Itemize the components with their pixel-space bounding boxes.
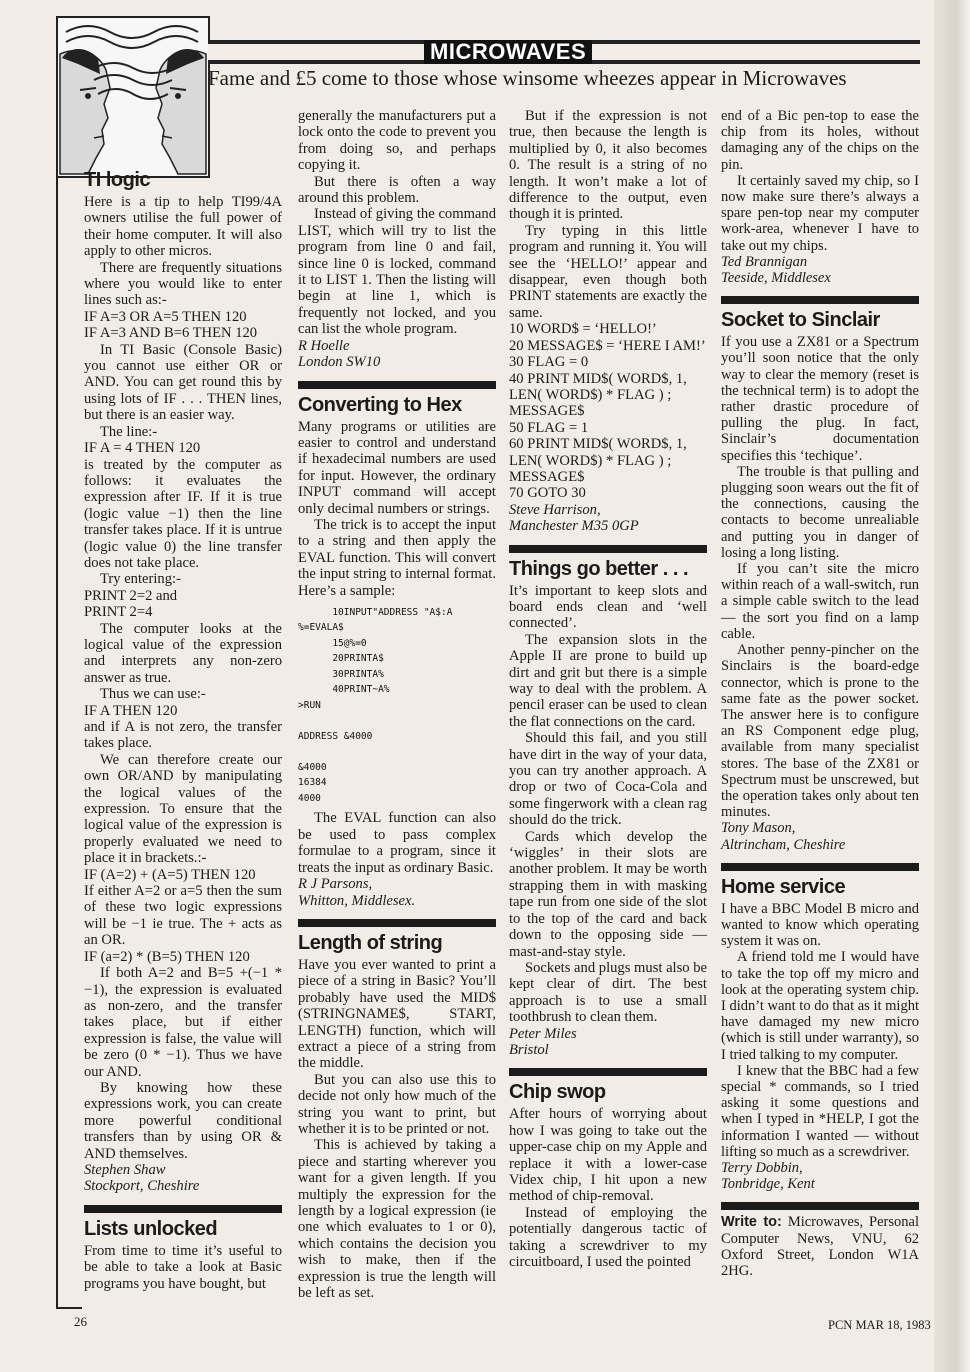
author-signature: Stephen Shaw (84, 1161, 166, 1178)
article-title: Chip swop (509, 1081, 606, 1104)
body-paragraph: It’s important to keep slots and board ends clean and ‘well connected’. (509, 582, 707, 632)
page-number: 26 (74, 1314, 87, 1329)
code-line: 20 MESSAGE$ = ‘HERE I AM!’ (509, 337, 706, 354)
body-paragraph: A friend told me I would have to take the top off my micro and look at the operating system chip. I didn’t want to do that as it might have damaged my new micro (which is still under warranty), so I tried talking to my computer. (721, 949, 919, 1063)
body-paragraph: is treated by the computer as follows: it evaluates the expression after IF. If it is true (logic value −1) then the line transfer takes place. If it is untrue (logic value 0) the line transfer does not take place. (84, 456, 282, 571)
author-signature: Stockport, Cheshire (84, 1178, 200, 1195)
body-paragraph: If you can’t site the micro within reach of a wall-switch, run a simple cable switch to the lead — the sort you find on a lamp cable. (721, 561, 919, 642)
article-divider (298, 919, 496, 927)
program-listing: 10INPUT"ADDRESS "A$:A %=EVALA$ 15@%=0 20PRINTA$ 30PRINTA% 40PRINT~A% >RUN ADDRESS &4000 &4000 16384 4000 (298, 606, 453, 804)
body-paragraph: We can therefore create our own OR/AND by manipulating the logical values of the expression. To ensure that the logical value of the expression is properly evaluated we need to place it in brackets.:- (84, 751, 282, 867)
code-line: 30 FLAG = 0 (509, 354, 589, 371)
body-paragraph: Should this fail, and you still have dirt in the way of your data, you can try another approach. A drop or two of Coca-Cola and some fingerwork with a clean rag should do the trick. (509, 730, 707, 829)
author-signature: Steve Harrison, (509, 501, 601, 518)
body-paragraph: Many programs or utilities are easier to control and understand if hexadecimal numbers are used for input. However, the ordinary INPUT command will accept only decimal numbers or strings. (298, 418, 496, 517)
body-paragraph: This is achieved by taking a piece and starting wherever you want for a given length. If you multiply the expression for the length by a logical expression (ie one which evaluates to 1 or 0), which contains the decision you wish to make, then if the expression is true the length will be left as set. (298, 1137, 496, 1302)
body-paragraph: Sockets and plugs must also be kept clear of dirt. The best approach is to use a small toothbrush to clean them. (509, 959, 708, 1026)
body-paragraph: I have a BBC Model B micro and wanted to know which operating system it was on. (721, 900, 919, 950)
author-signature: Ted Brannigan (721, 253, 808, 270)
article-title: Things go better . . . (509, 557, 688, 580)
body-paragraph: Thus we can use:- (100, 686, 206, 703)
author-signature: Tonbridge, Kent (721, 1176, 815, 1193)
article-divider (509, 545, 707, 553)
body-paragraph: But you can also use this to decide not only how much of the string you want to print, but whether it is to be printed or not. (298, 1071, 496, 1137)
body-paragraph: If you use a ZX81 or a Spectrum you’ll soon notice that the only way to clear the memory (reset is the technical term) is to adopt the rather drastic procedure of pulling the plug. In fact, Sinclair’s documentation specifies this ‘techique’. (721, 334, 919, 464)
body-paragraph: The expansion slots in the Apple II are prone to build up dirt and grit but there is a simple way to deal with the problem. A pencil eraser can be used to clean the flat connections on the card. (509, 631, 707, 730)
body-paragraph: There are frequently situations where you would like to enter lines such as:- (84, 259, 282, 309)
write-to-text: Microwaves, Personal Computer News, VNU, 62 Oxford Street, London W1A 2HG. (721, 1214, 919, 1279)
code-line: IF A = 4 THEN 120 (84, 440, 201, 457)
body-paragraph: It certainly saved my chip, so I now make sure there’s always a spare pen-top near my computer work-area, whenever I have to take out my chips. (721, 172, 919, 254)
frame-rule (56, 174, 58, 1309)
code-line: 70 GOTO 30 (509, 485, 586, 502)
body-paragraph: generally the manufacturers put a lock onto the code to prevent you from doing so, and perhaps copying it. (298, 108, 496, 174)
author-signature: Whitton, Middlesex. (298, 892, 416, 909)
author-signature: Peter Miles (509, 1025, 577, 1042)
article-divider (721, 1202, 919, 1210)
body-paragraph: The EVAL function can also be used to pass complex formulae to a program, since it treats the input as ordinary Basic. (298, 810, 496, 876)
author-signature: R Hoelle (298, 337, 350, 354)
code-line: 60 PRINT MID$( WORD$, 1, LEN( WORD$) * FLAG ) ; MESSAGE$ (509, 436, 687, 485)
code-line: IF A=3 AND B=6 THEN 120 (84, 325, 258, 342)
write-to-label: Write to: (721, 1214, 782, 1231)
author-signature: Altrincham, Cheshire (721, 836, 846, 853)
body-paragraph: The computer looks at the logical value of the expression and interprets any non-zero answer as true. (84, 620, 282, 686)
author-signature: Bristol (509, 1041, 549, 1058)
body-paragraph: Here is a tip to help TI99/4A owners utilise the full power of their home computer. It will also apply to other micros. (84, 194, 282, 260)
article-title: Home service (721, 875, 846, 898)
author-signature: Teeside, Middlesex (721, 270, 831, 287)
column-3 (509, 108, 707, 1270)
body-paragraph: If either A=2 or a=5 then the sum of these two logic expressions will be −1 ie true. The + acts as an OR. (84, 883, 282, 949)
article-title: Lists unlocked (84, 1217, 218, 1240)
column-1 (84, 168, 282, 1292)
article-title: Length of string (298, 931, 443, 954)
code-line: PRINT 2=4 (84, 604, 153, 621)
column-2 (298, 108, 496, 1301)
article-title: Socket to Sinclair (721, 309, 880, 332)
code-line: IF A=3 OR A=5 THEN 120 (84, 308, 247, 325)
page-edge-shadow (934, 0, 970, 1372)
body-paragraph: From time to time it’s useful to be able to take a look at Basic programs you have bought, but (84, 1242, 282, 1292)
frame-rule (56, 1307, 82, 1309)
issue-date: PCN MAR 18, 1983 (828, 1318, 931, 1332)
body-paragraph: and if A is not zero, the transfer takes place. (84, 719, 282, 752)
code-line: 10 WORD$ = ‘HELLO!’ (509, 321, 657, 338)
author-signature: London SW10 (298, 354, 381, 371)
section-subtitle: Fame and £5 come to those whose winsome wheezes appear in Microwaves (208, 66, 847, 90)
author-signature: Manchester M35 0GP (509, 518, 639, 535)
body-paragraph: Try entering:- (100, 571, 181, 588)
body-paragraph: Instead of employing the potentially dangerous tactic of taking a screwdriver to my circuitboard, I used the pointed (509, 1204, 707, 1270)
body-paragraph: I knew that the BBC had a few special * commands, so I tried asking it some questions and when I typed in *HELP, I got the information I wanted — without lifting so much as a screwdriver. (721, 1062, 919, 1160)
body-paragraph: In TI Basic (Console Basic) you cannot use either OR or AND. You can get round this by using lots of IF . . . THEN lines, but there is an easier way. (84, 341, 282, 424)
body-paragraph: If both A=2 and B=5 +(−1 * −1), the expression is evaluated as non-zero, and the transfer takes place, but if either expression is false, the value will be zero (0 * −1). Thus we have our AND. (84, 965, 282, 1080)
code-line: IF (A=2) + (A=5) THEN 120 (84, 866, 256, 883)
body-paragraph: After hours of worrying about how I was going to take out the upper-case chip on my Apple and replace it with a lower-case Videx chip, I hit upon a new method of chip-removal. (509, 1106, 707, 1205)
body-paragraph: Have you ever wanted to print a piece of a string in Basic? You’ll probably have used the MID$ (STRINGNAME$, START, LENGTH) function, which will extract a piece of a string from the middle. (298, 956, 496, 1072)
author-signature: Tony Mason, (721, 820, 796, 837)
article-divider (509, 1068, 707, 1076)
body-paragraph: But if the expression is not true, then because the length is multiplied by 0, it also becomes 0. The result is a string of no length. It won’t make a lot of difference to the output, even though it is printed. (509, 108, 707, 223)
article-divider (84, 1205, 282, 1213)
body-paragraph: end of a Bic pen-top to ease the chip from its holes, without damaging any of the chips on the pin. (721, 108, 919, 173)
body-paragraph: The line:- (100, 423, 158, 440)
write-to-address (721, 1214, 919, 1279)
section-title: MICROWAVES (424, 40, 592, 64)
column-4 (721, 108, 919, 1279)
header-illustration (56, 16, 210, 178)
body-paragraph: Cards which develop the ‘wiggles’ in their slots are another problem. It may be worth strapping them in with masking tape run from one side of the slot to the top of the card and back down to the opposing side — mast-and-stay style. (509, 828, 707, 960)
article-title: TI logic (84, 169, 150, 191)
code-line: IF A THEN 120 (84, 702, 178, 719)
author-signature: R J Parsons, (298, 876, 373, 893)
article-divider (298, 381, 496, 389)
code-line: 50 FLAG = 1 (509, 419, 589, 436)
code-line: IF (a=2) * (B=5) THEN 120 (84, 948, 250, 965)
code-line: 40 PRINT MID$( WORD$, 1, LEN( WORD$) * FLAG ) ; MESSAGE$ (509, 370, 687, 420)
code-line: PRINT 2=2 and (84, 587, 178, 604)
body-paragraph: But there is often a way around this problem. (298, 173, 496, 207)
article-title: Converting to Hex (298, 393, 462, 416)
article-divider (721, 296, 919, 304)
article-divider (721, 863, 919, 871)
body-paragraph: The trick is to accept the input to a string and then apply the EVAL function. This will convert the input string to internal format. Here’s a sample: (298, 516, 496, 599)
body-paragraph: By knowing how these expressions work, you can create more powerful conditional transfers than by using OR & AND themselves. (84, 1079, 282, 1162)
body-paragraph: Another penny-pincher on the Sinclairs is the board-edge connector, which is prone to the same fate as the power socket. The answer here is to configure an RS Component edge plug, available from many specialist stores. The base of the ZX81 or Spectrum must be unscrewed, but the operation takes only about ten minutes. (721, 642, 919, 821)
body-paragraph: Instead of giving the command LIST, which will try to list the program from line 0 and fail, since line 0 is locked, command it to LIST 1. Then the listing will begin at line 1, which is frequently not locked, and you can list the whole program. (298, 206, 496, 338)
body-paragraph: Try typing in this little program and running it. You will see the ‘HELLO!’ appear and disappear, even though both PRINT statements are exactly the same. (509, 222, 707, 321)
body-paragraph: The trouble is that pulling and plugging soon wears out the fit of the connections, causing the contacts to become unrealiable and putting you in danger of losing a long listing. (721, 463, 919, 561)
author-signature: Terry Dobbin, (721, 1159, 803, 1176)
